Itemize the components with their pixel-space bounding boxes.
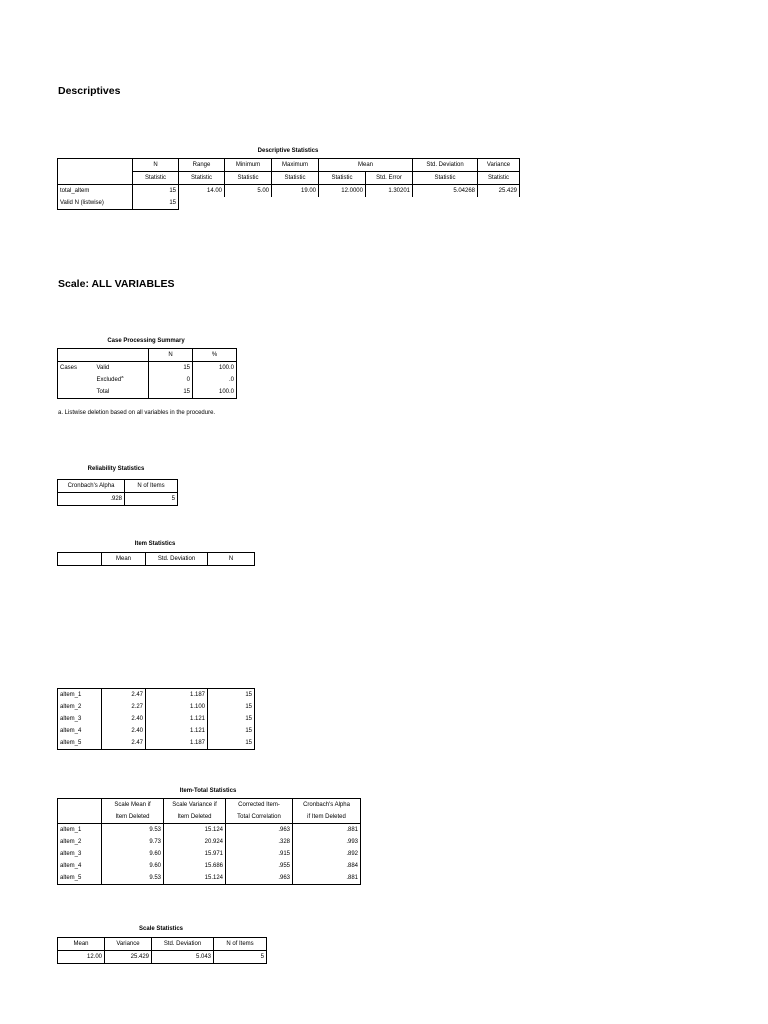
reliability-table xyxy=(57,479,178,506)
item-statistics-body-table xyxy=(57,688,255,750)
cell: 12.0000 xyxy=(319,185,366,198)
row-label: total_altem xyxy=(58,185,133,198)
col-header: Maximum xyxy=(272,159,319,172)
row-label: altem_4 xyxy=(58,725,102,737)
sub-header: Statistic xyxy=(133,172,179,185)
cell: 15.971 xyxy=(164,848,226,860)
case-processing-table xyxy=(57,348,237,399)
cell: 100.0 xyxy=(193,386,237,399)
row-label: altem_3 xyxy=(58,848,102,860)
stub-header xyxy=(58,159,133,185)
descriptive-statistics-table xyxy=(57,158,520,210)
cell: 100.0 xyxy=(193,362,237,375)
sub-header: Std. Error xyxy=(366,172,413,185)
col-header: N of Items xyxy=(125,480,178,493)
cell: .328 xyxy=(226,836,293,848)
table-row xyxy=(58,386,237,399)
row-label: Valid xyxy=(95,362,149,375)
table-row xyxy=(58,362,237,375)
table-row xyxy=(58,872,361,885)
item-total-table xyxy=(57,798,361,885)
descriptives-heading: Descriptives xyxy=(58,85,121,97)
table-row xyxy=(58,824,361,837)
sub-header: Statistic xyxy=(225,172,272,185)
cell: 9.53 xyxy=(102,872,164,885)
cell: .955 xyxy=(226,860,293,872)
stub-header xyxy=(58,553,102,566)
descriptive-statistics-title: Descriptive Statistics xyxy=(257,148,319,154)
row-label: Valid N (listwise) xyxy=(58,197,133,210)
cell: 15 xyxy=(208,713,255,725)
row-label: altem_4 xyxy=(58,860,102,872)
row-label: altem_5 xyxy=(58,872,102,885)
table-row xyxy=(58,185,520,198)
item-statistics-header-table xyxy=(57,552,255,566)
row-label: altem_1 xyxy=(58,824,102,837)
cell: .881 xyxy=(293,872,361,885)
cell: .884 xyxy=(293,860,361,872)
table-row xyxy=(58,713,255,725)
cell: 5 xyxy=(125,493,178,506)
table-row xyxy=(58,848,361,860)
cell: 20.924 xyxy=(164,836,226,848)
col-header: N of Items xyxy=(214,938,267,951)
sub-header: Statistic xyxy=(413,172,478,185)
group-label: Cases xyxy=(58,362,95,375)
cell: 9.60 xyxy=(102,848,164,860)
table-row xyxy=(58,493,178,506)
row-label: altem_3 xyxy=(58,713,102,725)
row-label: Excluded$^a$ xyxy=(95,374,149,386)
cell-empty xyxy=(58,374,95,386)
cell: 9.60 xyxy=(102,860,164,872)
col-header: Cronbach's Alpha xyxy=(58,480,125,493)
cell: 15 xyxy=(133,185,179,198)
cell: 25.429 xyxy=(105,951,152,964)
cell: 0 xyxy=(149,374,193,386)
col-header: Item Deleted xyxy=(102,811,164,824)
col-header: N xyxy=(208,553,255,566)
cell: .963 xyxy=(226,824,293,837)
cell: .0 xyxy=(193,374,237,386)
cell-empty xyxy=(179,197,520,210)
row-label: altem_2 xyxy=(58,701,102,713)
cell: 15.124 xyxy=(164,824,226,837)
item-statistics-title: Item Statistics xyxy=(134,541,176,547)
col-header: Std. Deviation xyxy=(146,553,208,566)
col-header: Mean xyxy=(102,553,146,566)
col-header: Corrected Item- xyxy=(226,799,293,812)
col-header: Variance xyxy=(105,938,152,951)
cell: .963 xyxy=(226,872,293,885)
cell: .993 xyxy=(293,836,361,848)
col-header: Mean xyxy=(319,159,413,172)
table-row xyxy=(58,951,267,964)
cell: 5.00 xyxy=(225,185,272,198)
cell: 25.429 xyxy=(478,185,520,198)
cell: 5 xyxy=(214,951,267,964)
sub-header: Statistic xyxy=(179,172,225,185)
cell: 1.100 xyxy=(146,701,208,713)
stub-header xyxy=(58,799,102,824)
col-header: Std. Deviation xyxy=(152,938,214,951)
cell: 15 xyxy=(208,725,255,737)
col-header: Item Deleted xyxy=(164,811,226,824)
cell: 15.686 xyxy=(164,860,226,872)
col-header: N xyxy=(133,159,179,172)
sub-header: Statistic xyxy=(319,172,366,185)
sub-header: Statistic xyxy=(478,172,520,185)
cell: 12.00 xyxy=(58,951,105,964)
col-header: Std. Deviation xyxy=(413,159,478,172)
col-header: % xyxy=(193,349,237,362)
col-header: Minimum xyxy=(225,159,272,172)
col-header: Mean xyxy=(58,938,105,951)
cell: 2.47 xyxy=(102,737,146,750)
table-row xyxy=(58,725,255,737)
case-processing-title: Case Processing Summary xyxy=(107,338,185,344)
cell: 9.73 xyxy=(102,836,164,848)
table-row xyxy=(58,374,237,386)
scale-statistics-title: Scale Statistics xyxy=(138,926,184,932)
table-row xyxy=(58,836,361,848)
stub-header xyxy=(58,349,149,362)
table-row xyxy=(58,701,255,713)
cell: 1.121 xyxy=(146,713,208,725)
cell: 15 xyxy=(149,386,193,399)
cell: .881 xyxy=(293,824,361,837)
col-header: Range xyxy=(179,159,225,172)
cell: 2.40 xyxy=(102,725,146,737)
col-header: if Item Deleted xyxy=(293,811,361,824)
table-row xyxy=(58,860,361,872)
scale-statistics-table xyxy=(57,937,267,964)
cell: .928 xyxy=(58,493,125,506)
cell: 15 xyxy=(208,701,255,713)
cell: .915 xyxy=(226,848,293,860)
table-row xyxy=(58,689,255,702)
cell: 1.187 xyxy=(146,737,208,750)
row-label: altem_1 xyxy=(58,689,102,702)
row-label: altem_2 xyxy=(58,836,102,848)
item-total-title: Item-Total Statistics xyxy=(179,788,237,794)
table-row xyxy=(58,197,520,210)
col-header: Scale Mean if xyxy=(102,799,164,812)
cell: 14.00 xyxy=(179,185,225,198)
col-header: Variance xyxy=(478,159,520,172)
col-header: Total Correlation xyxy=(226,811,293,824)
cell: 1.30201 xyxy=(366,185,413,198)
scale-heading: Scale: ALL VARIABLES xyxy=(58,278,175,290)
col-header: Scale Variance if xyxy=(164,799,226,812)
cell: 5.043 xyxy=(152,951,214,964)
cell: 2.40 xyxy=(102,713,146,725)
col-header: N xyxy=(149,349,193,362)
cell-empty xyxy=(58,386,95,399)
cell: 15 xyxy=(208,737,255,750)
cell: 15 xyxy=(149,362,193,375)
cell: 9.53 xyxy=(102,824,164,837)
cell: 15 xyxy=(133,197,179,210)
cell: 1.121 xyxy=(146,725,208,737)
case-processing-footnote: a. Listwise deletion based on all variables in the procedure. xyxy=(58,410,216,416)
cell: 15.124 xyxy=(164,872,226,885)
table-row xyxy=(58,737,255,750)
cell: 2.27 xyxy=(102,701,146,713)
col-header: Cronbach's Alpha xyxy=(293,799,361,812)
cell: 2.47 xyxy=(102,689,146,702)
cell: 19.00 xyxy=(272,185,319,198)
cell: 5.04268 xyxy=(413,185,478,198)
cell: 1.187 xyxy=(146,689,208,702)
cell: .892 xyxy=(293,848,361,860)
row-label: altem_5 xyxy=(58,737,102,750)
row-label: Total xyxy=(95,386,149,399)
sub-header: Statistic xyxy=(272,172,319,185)
reliability-title: Reliability Statistics xyxy=(87,466,145,472)
cell: 15 xyxy=(208,689,255,702)
